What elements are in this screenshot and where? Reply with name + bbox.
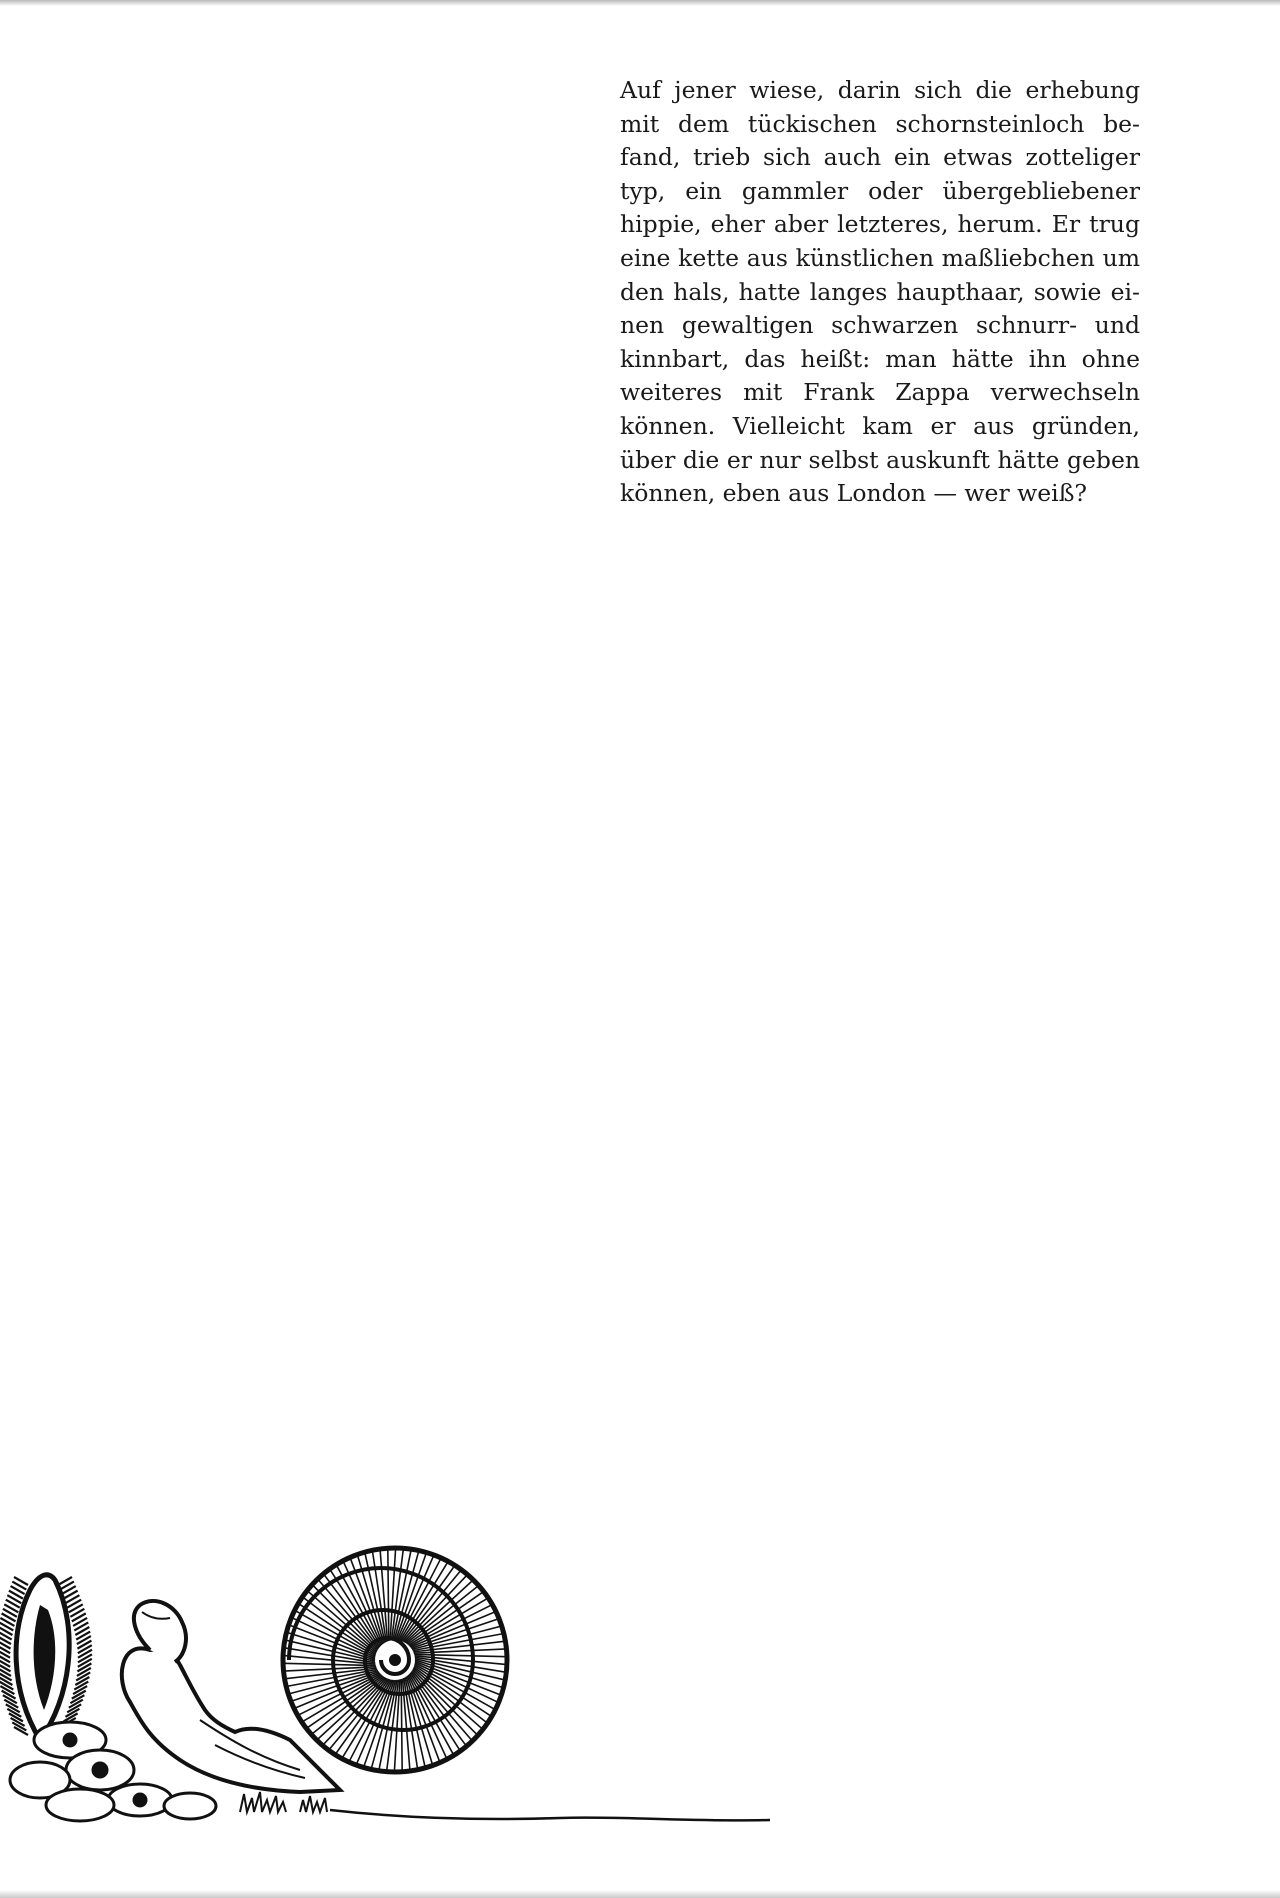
story-line: kinnbart, das heißt: man hätte ihn ohne (620, 344, 1140, 373)
story-line: typ, ein gammler oder übergebliebener (620, 176, 1140, 205)
snail-shell (283, 1548, 507, 1772)
ground-line (330, 1810, 770, 1820)
story-line: können. Vielleicht kam er aus gründen, (620, 411, 1140, 440)
story-line: nen gewaltigen schwarzen schnurr- und (620, 311, 1140, 340)
scan-bottom-edge (0, 1890, 1280, 1898)
story-line: eine kette aus künstlichen maßliebchen um (620, 243, 1140, 272)
story-line: weiteres mit Frank Zappa verwechseln (620, 378, 1140, 407)
story-line: über die er nur selbst auskunft hätte geben (620, 445, 1140, 474)
story-line: mit dem tückischen schornsteinloch be- (620, 109, 1140, 138)
story-line: den hals, hatte langes haupthaar, sowie ei- (620, 277, 1140, 306)
spiky-plant (0, 1575, 92, 1740)
story-paragraph (620, 74, 1140, 511)
snail-illustration (0, 1440, 790, 1860)
scan-top-edge (0, 0, 1280, 6)
story-line: können, eben aus London — wer weiß? (620, 479, 1087, 508)
story-line: Auf jener wiese, darin sich die erhebung (620, 76, 1140, 104)
story-line: hippie, eher aber letzteres, herum. Er trug (620, 210, 1140, 239)
story-line: fand, trieb sich auch ein etwas zotteliger (620, 143, 1140, 172)
